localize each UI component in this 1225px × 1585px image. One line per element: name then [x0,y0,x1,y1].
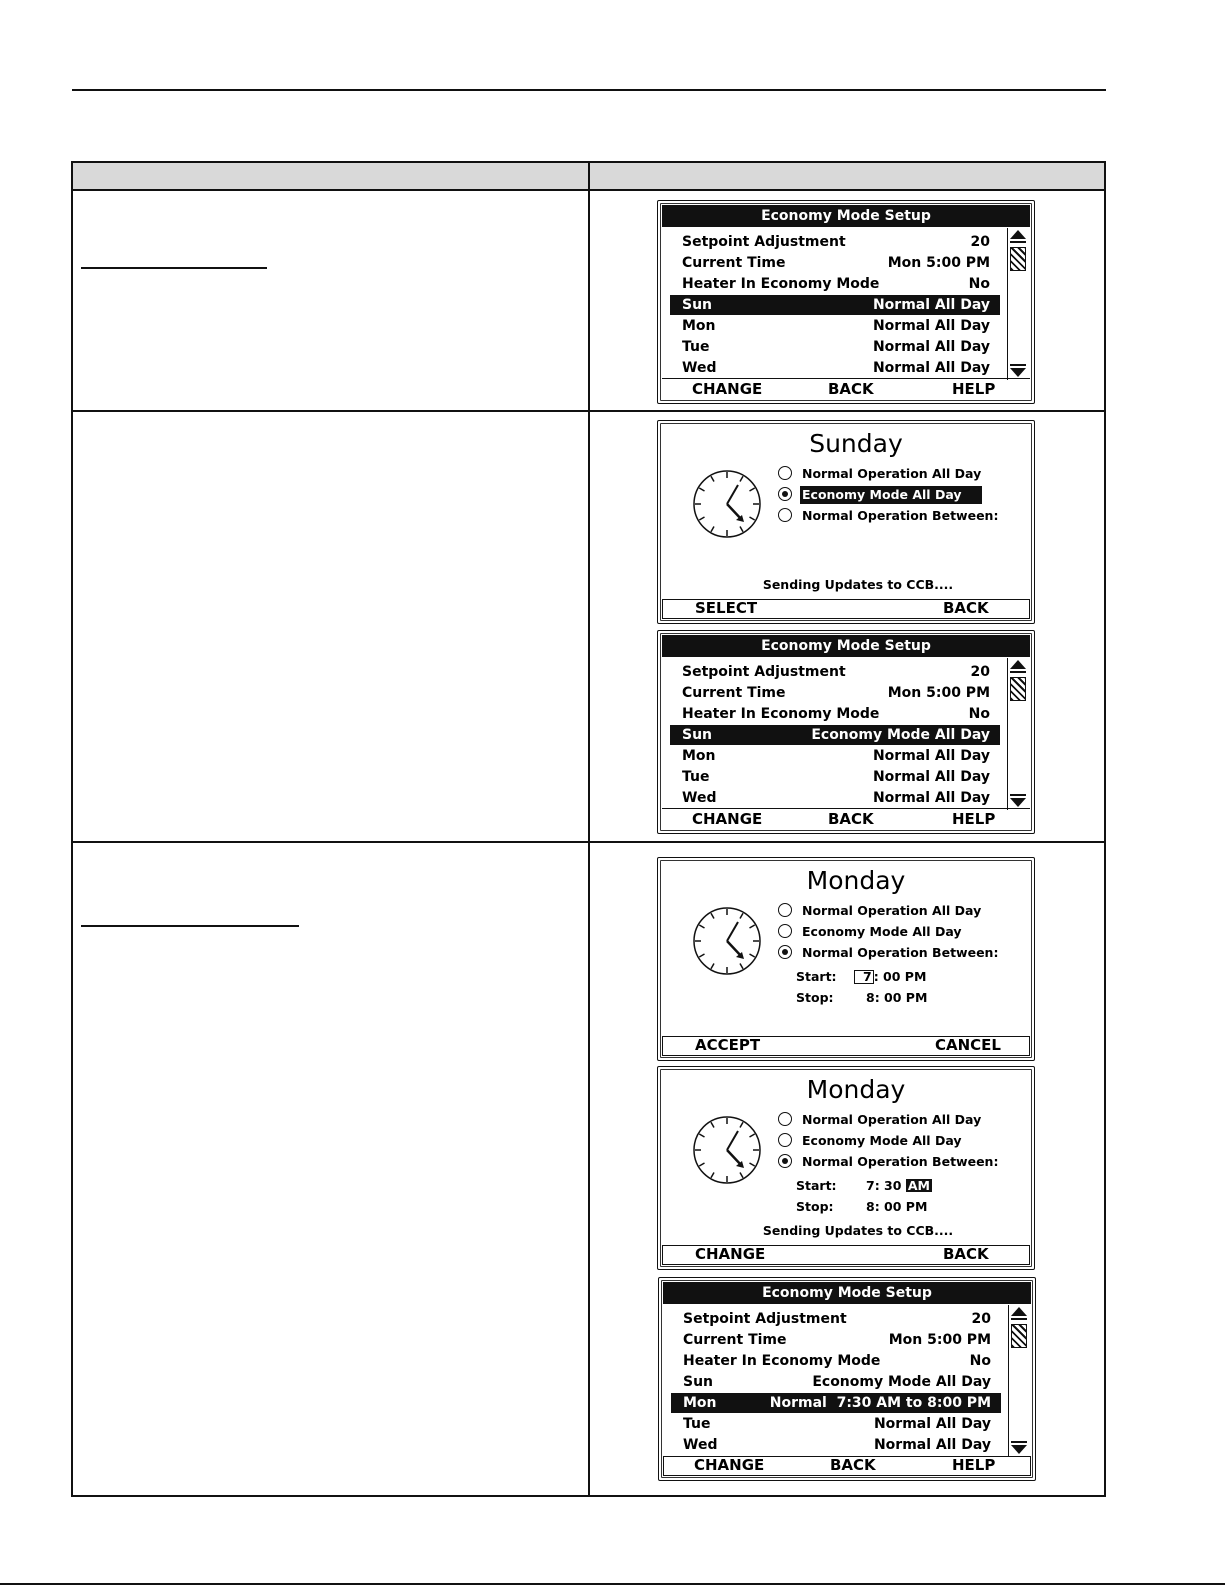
row-label: Mon [683,1395,717,1411]
change-softkey[interactable]: CHANGE [692,380,763,398]
row-divider [73,841,1104,843]
softkey-bar [663,1456,1031,1476]
scroll-down-arrow-icon[interactable] [1011,1445,1027,1454]
list-item[interactable] [670,232,1000,252]
list-item[interactable] [670,358,1000,378]
row-value: Economy Mode All Day [812,1374,991,1390]
scroll-bar-line [1010,241,1026,243]
accept-softkey[interactable]: ACCEPT [695,1036,761,1054]
row-label: Tue [682,339,710,355]
radio-icon[interactable] [778,508,792,522]
row-label: Mon [682,318,716,334]
sunday-schedule-screen [657,420,1035,624]
list-item[interactable] [670,662,1000,682]
softkey-bar [662,1245,1030,1265]
row-value: 20 [971,1311,991,1327]
scroll-thumb[interactable] [1010,677,1026,701]
row-label: Tue [683,1416,711,1432]
option-label: Economy Mode All Day [802,924,962,939]
list-item[interactable] [671,1330,1001,1350]
scroll-up-arrow-icon[interactable] [1010,660,1026,669]
economy-mode-setup-screen [657,630,1035,834]
help-softkey[interactable]: HELP [952,380,996,398]
row-value: Normal All Day [873,1437,991,1453]
list-item[interactable] [670,337,1000,357]
radio-selected-icon[interactable] [778,487,792,501]
row-value: Mon 5:00 PM [887,255,990,271]
option-label: Normal Operation Between: [802,1154,999,1169]
status-message: Sending Updates to CCB.... [762,577,954,592]
status-message: Sending Updates to CCB.... [762,1223,954,1238]
list-item-selected[interactable] [670,725,1000,745]
column-divider [588,163,590,1495]
row-label: Setpoint Adjustment [682,664,846,680]
row-value: No [968,276,990,292]
scroll-up-arrow-icon[interactable] [1011,1307,1027,1316]
list-item-selected[interactable] [670,295,1000,315]
row-label: Heater In Economy Mode [682,276,880,292]
row-value: Normal All Day [872,790,990,806]
softkey-bar [662,1036,1030,1056]
radio-selected-icon[interactable] [778,945,792,959]
scroll-bar-line [1010,794,1026,796]
scrollbar[interactable] [1008,1305,1028,1457]
day-title: Sunday [809,429,903,458]
row-value: Normal All Day [872,318,990,334]
back-softkey[interactable]: BACK [830,1456,876,1474]
list-item[interactable] [670,746,1000,766]
row-value: No [968,706,990,722]
scroll-thumb[interactable] [1011,1324,1027,1348]
row-value: Mon 5:00 PM [888,1332,991,1348]
stop-time-value[interactable]: 8: 00 PM [866,990,928,1005]
screen-title: Economy Mode Setup [662,635,1030,657]
help-softkey[interactable]: HELP [952,1456,996,1474]
clock-icon [692,469,762,539]
stop-label: Stop: [796,990,834,1005]
list-item[interactable] [670,704,1000,724]
scrollbar[interactable] [1007,658,1027,810]
softkey-bar [662,378,1030,399]
change-softkey[interactable]: CHANGE [695,1245,766,1263]
economy-mode-setup-screen [657,200,1035,404]
row-value: Mon 5:00 PM [887,685,990,701]
back-softkey[interactable]: BACK [828,380,874,398]
change-softkey[interactable]: CHANGE [692,810,763,828]
row-label: Wed [682,360,717,376]
list-item[interactable] [671,1414,1001,1434]
row-label: Sun [683,1374,714,1390]
row-label: Sun [682,297,713,313]
monday-schedule-edit-screen [657,857,1035,1061]
list-item[interactable] [671,1309,1001,1329]
back-softkey[interactable]: BACK [828,810,874,828]
scroll-down-arrow-icon[interactable] [1010,368,1026,377]
screen-title: Economy Mode Setup [662,205,1030,227]
row-value: 20 [970,664,990,680]
list-item[interactable] [671,1372,1001,1392]
list-item[interactable] [670,253,1000,273]
option-label: Economy Mode All Day [802,1133,962,1148]
radio-icon[interactable] [778,466,792,480]
stop-time-value[interactable]: 8: 00 PM [866,1199,928,1214]
list-item[interactable] [670,274,1000,294]
row-label: Wed [683,1437,718,1453]
scroll-bar-line [1011,1318,1027,1320]
row-label: Mon [682,748,716,764]
scroll-down-arrow-icon[interactable] [1010,798,1026,807]
clock-icon [692,1115,762,1185]
row-value: Normal All Day [872,748,990,764]
row-value: Normal All Day [872,769,990,785]
row-value: Normal 7:30 AM to 8:00 PM [769,1395,991,1411]
option-label: Normal Operation All Day [802,903,982,918]
row-label: Heater In Economy Mode [683,1353,881,1369]
row-divider [73,410,1104,412]
start-time-value: 7: 30 [866,1178,902,1193]
row-label: Current Time [682,255,786,271]
start-hour-field[interactable]: 7 [854,970,874,984]
list-item[interactable] [670,767,1000,787]
day-title: Monday [806,1075,906,1104]
row-value: Normal All Day [873,1416,991,1432]
top-rule [72,89,1106,91]
clock-icon [692,906,762,976]
scroll-up-arrow-icon[interactable] [1010,230,1026,239]
option-label: Normal Operation Between: [802,945,999,960]
day-title: Monday [806,866,906,895]
row-value: Normal All Day [872,297,990,313]
option-label: Normal Operation All Day [802,1112,982,1127]
list-item[interactable] [670,316,1000,336]
row-label: Current Time [683,1332,787,1348]
row-label: Setpoint Adjustment [683,1311,847,1327]
scroll-bar-line [1010,671,1026,673]
start-label: Start: [796,1178,837,1193]
scroll-bar-line [1010,364,1026,366]
monday-schedule-screen [657,1066,1035,1270]
list-item[interactable] [670,788,1000,808]
cancel-softkey[interactable]: CANCEL [935,1036,1001,1054]
row-value: 20 [970,234,990,250]
select-softkey[interactable]: SELECT [695,599,758,617]
underline-mark [81,925,299,927]
scroll-bar-line [1011,1441,1027,1443]
row-label: Heater In Economy Mode [682,706,880,722]
list-item[interactable] [671,1435,1001,1455]
row-label: Setpoint Adjustment [682,234,846,250]
scroll-thumb[interactable] [1010,247,1026,271]
underline-mark [81,267,267,269]
change-softkey[interactable]: CHANGE [694,1456,765,1474]
list-item[interactable] [671,1351,1001,1371]
radio-selected-icon[interactable] [778,1154,792,1168]
row-label: Current Time [682,685,786,701]
scrollbar[interactable] [1007,228,1027,380]
stop-label: Stop: [796,1199,834,1214]
screen-title: Economy Mode Setup [663,1282,1031,1304]
option-label: Normal Operation All Day [802,466,982,481]
radio-icon[interactable] [778,924,792,938]
row-value: No [969,1353,991,1369]
radio-icon[interactable] [778,903,792,917]
row-value: Normal All Day [872,339,990,355]
option-label: Normal Operation Between: [802,508,999,523]
help-softkey[interactable]: HELP [952,810,996,828]
row-value: Economy Mode All Day [811,727,990,743]
row-value: Normal All Day [872,360,990,376]
economy-mode-setup-screen [658,1277,1036,1481]
back-softkey[interactable]: BACK [943,599,989,617]
back-softkey[interactable]: BACK [943,1245,989,1263]
option-label: Economy Mode All Day [800,486,982,504]
row-label: Wed [682,790,717,806]
start-label: Start: [796,969,837,984]
softkey-bar [662,599,1030,619]
radio-icon[interactable] [778,1133,792,1147]
start-minutes: : 00 PM [873,969,927,984]
list-item-selected[interactable] [671,1393,1001,1413]
softkey-bar [662,808,1030,829]
list-item[interactable] [670,683,1000,703]
radio-icon[interactable] [778,1112,792,1126]
row-label: Sun [682,727,713,743]
start-ampm-field[interactable]: AM [907,1178,930,1193]
row-label: Tue [682,769,710,785]
